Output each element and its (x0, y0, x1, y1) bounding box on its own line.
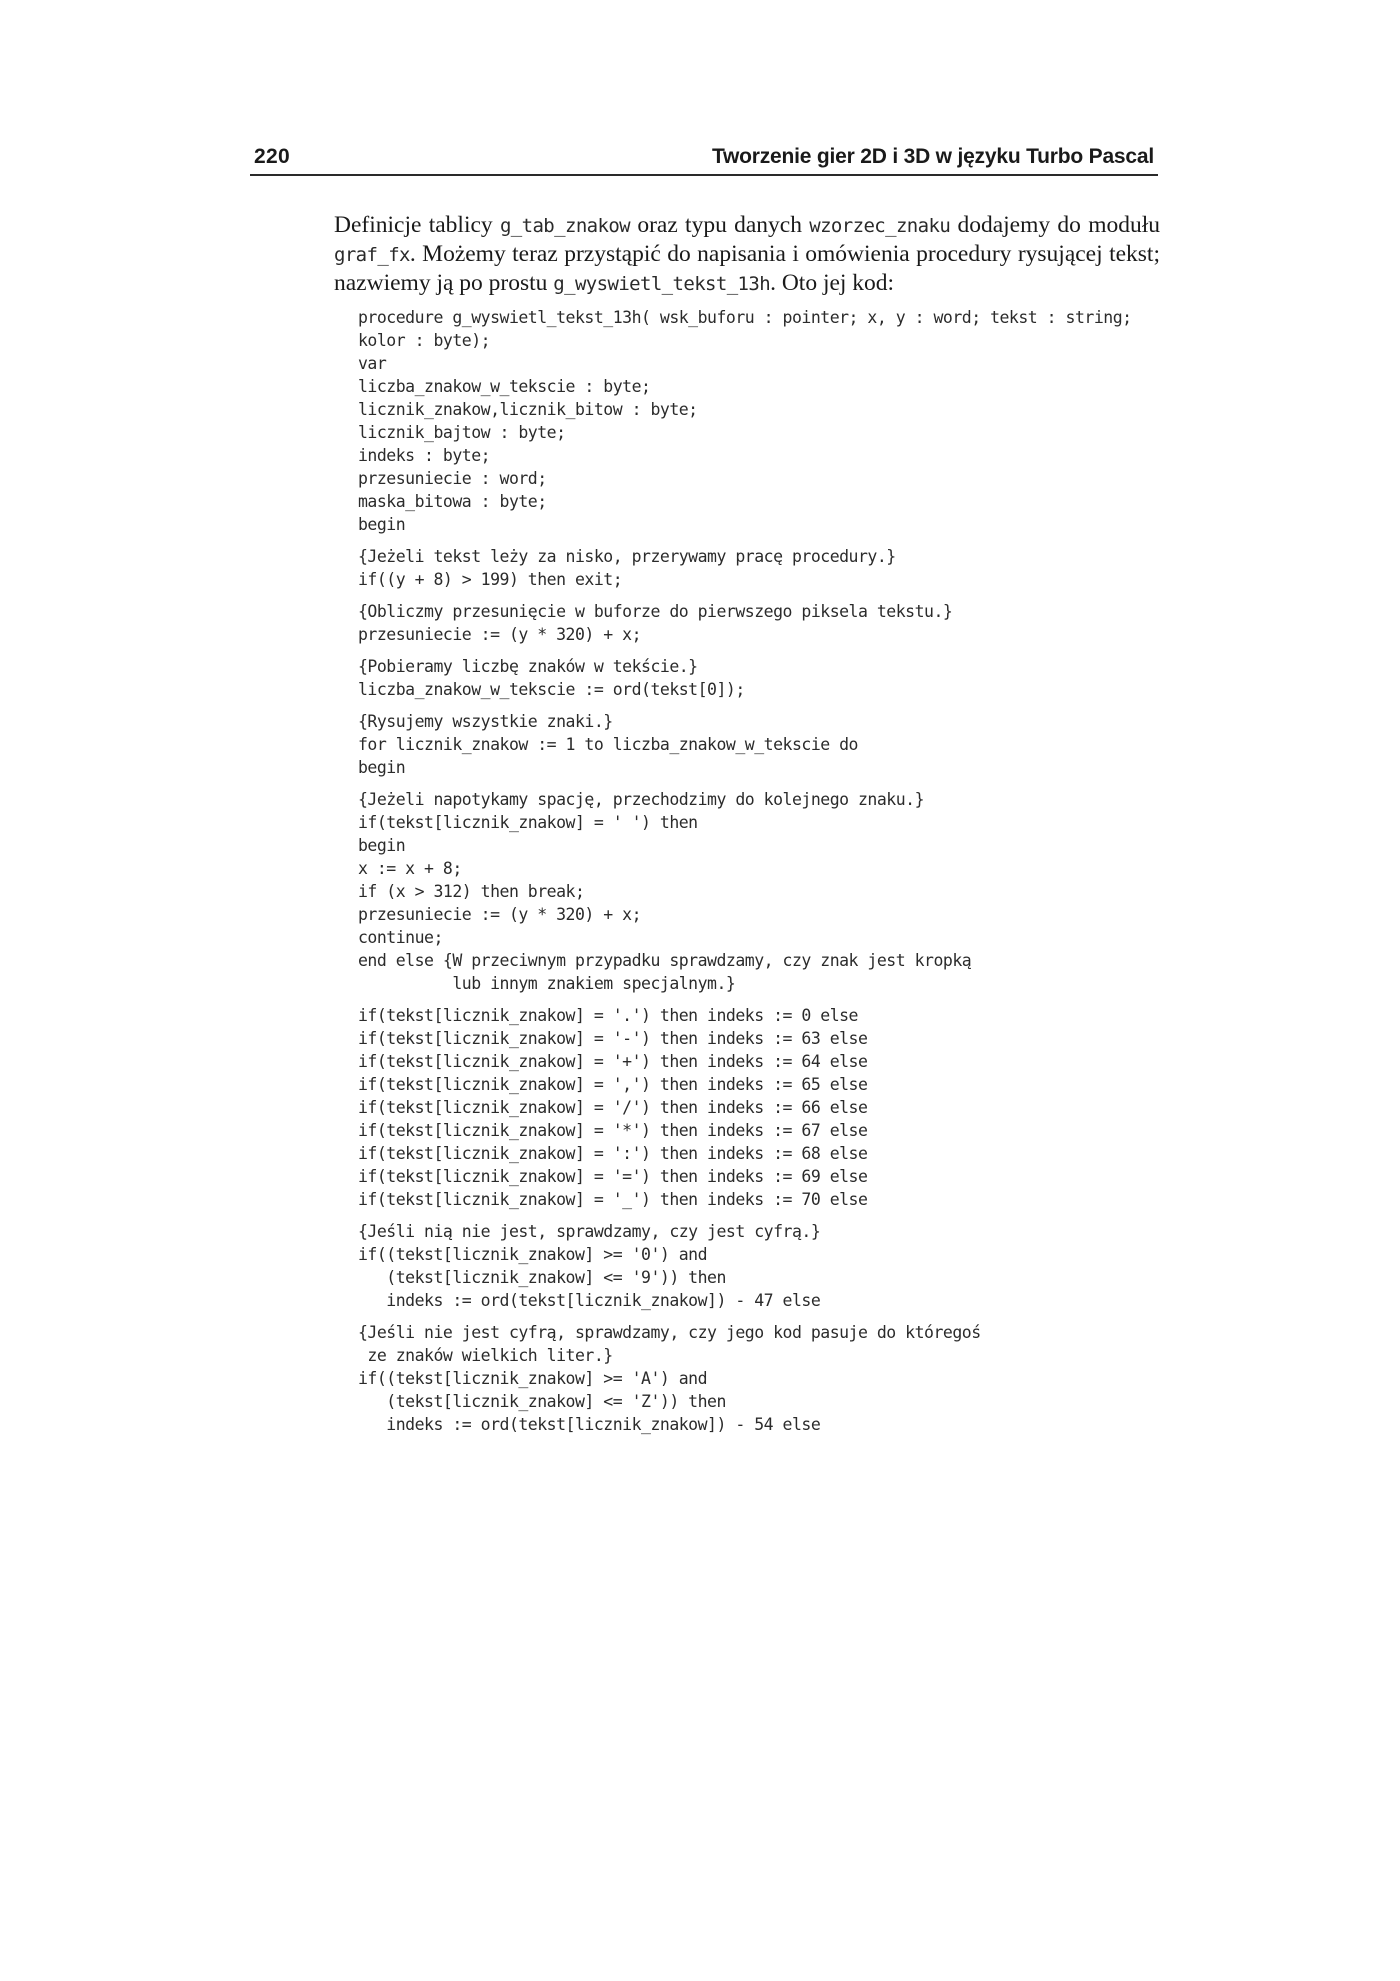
code-line (358, 536, 1158, 545)
intro-text: oraz typu danych (630, 212, 810, 238)
code-line: licznik_bajtow : byte; (358, 423, 566, 442)
code-line: for licznik_znakow := 1 to liczba_znakow_w_tekscie do (358, 735, 858, 754)
code-line: {Jeśli nie jest cyfrą, sprawdzamy, czy jego kod pasuje do któregoś (358, 1323, 981, 1342)
code-line: {Jeśli nią nie jest, sprawdzamy, czy jest cyfrą.} (358, 1222, 821, 1241)
code-line: {Jeżeli napotykamy spację, przechodzimy do kolejnego znaku.} (358, 790, 925, 809)
code-line: begin (358, 836, 406, 855)
code-line: end else {W przeciwnym przypadku sprawdzamy, czy znak jest kropką (358, 951, 972, 970)
inline-code: g_wyswietl_tekst_13h (553, 273, 771, 295)
code-line: begin (358, 758, 406, 777)
code-line: kolor : byte); (358, 331, 491, 350)
code-line (358, 591, 1158, 600)
code-line: begin (358, 515, 406, 534)
intro-text: . Możemy teraz przystąpić do napisania i omówienia procedury rysującej tekst; nazwiemy ją po prostu (334, 241, 1160, 296)
code-line: liczba_znakow_w_tekscie : byte; (358, 377, 651, 396)
code-line: if (x > 312) then break; (358, 882, 585, 901)
code-line: {Jeżeli tekst leży za nisko, przerywamy pracę procedury.} (358, 547, 896, 566)
code-line: if(tekst[licznik_znakow] = '*') then indeks := 67 else (358, 1121, 868, 1140)
code-line (358, 646, 1158, 655)
page-header (250, 144, 1158, 176)
inline-code: g_tab_znakow (499, 215, 631, 237)
inline-code: wzorzec_znaku (809, 215, 951, 237)
running-title: Tworzenie gier 2D i 3D w języku Turbo Pascal (711, 145, 1154, 168)
code-line (358, 1211, 1158, 1220)
code-line: if((y + 8) > 199) then exit; (358, 570, 623, 589)
intro-paragraph (334, 211, 1160, 298)
code-line: if(tekst[licznik_znakow] = ':') then indeks := 68 else (358, 1144, 868, 1163)
code-line (358, 995, 1158, 1004)
code-line: indeks := ord(tekst[licznik_znakow]) - 47 else (358, 1291, 821, 1310)
code-line: indeks := ord(tekst[licznik_znakow]) - 54 else (358, 1415, 821, 1434)
code-line: if((tekst[licznik_znakow] >= '0') and (358, 1245, 708, 1264)
code-line: maska_bitowa : byte; (358, 492, 547, 511)
code-line: if((tekst[licznik_znakow] >= 'A') and (358, 1369, 708, 1388)
code-line: lub innym znakiem specjalnym.} (358, 974, 736, 993)
code-line: {Rysujemy wszystkie znaki.} (358, 712, 613, 731)
code-line: var (358, 354, 387, 373)
code-line: {Pobieramy liczbę znaków w tekście.} (358, 657, 698, 676)
intro-text: Definicje tablicy (334, 212, 500, 238)
code-line: przesuniecie : word; (358, 469, 547, 488)
code-line: if(tekst[licznik_znakow] = ' ') then (358, 813, 698, 832)
intro-text: dodajemy do modułu (950, 212, 1161, 238)
intro-text: . Oto jej kod: (770, 270, 895, 296)
code-line: x := x + 8; (358, 859, 462, 878)
code-line: continue; (358, 928, 443, 947)
code-line: if(tekst[licznik_znakow] = '=') then indeks := 69 else (358, 1167, 868, 1186)
code-line: if(tekst[licznik_znakow] = ',') then indeks := 65 else (358, 1075, 868, 1094)
inline-code: graf_fx (334, 244, 410, 266)
code-line: if(tekst[licznik_znakow] = '.') then indeks := 0 else (358, 1006, 858, 1025)
code-line: (tekst[licznik_znakow] <= 'Z')) then (358, 1392, 726, 1411)
code-line: liczba_znakow_w_tekscie := ord(tekst[0]); (358, 680, 745, 699)
code-line: if(tekst[licznik_znakow] = '-') then indeks := 63 else (358, 1029, 868, 1048)
code-line: if(tekst[licznik_znakow] = '+') then indeks := 64 else (358, 1052, 868, 1071)
code-line: if(tekst[licznik_znakow] = '_') then indeks := 70 else (358, 1190, 868, 1209)
code-line: if(tekst[licznik_znakow] = '/') then indeks := 66 else (358, 1098, 868, 1117)
code-line: procedure g_wyswietl_tekst_13h( wsk_buforu : pointer; x, y : word; tekst : string; (358, 308, 1132, 327)
page-number: 220 (254, 145, 290, 168)
code-line: (tekst[licznik_znakow] <= '9')) then (358, 1268, 726, 1287)
code-line: indeks : byte; (358, 446, 491, 465)
code-listing (358, 306, 1158, 1436)
code-line: przesuniecie := (y * 320) + x; (358, 625, 642, 644)
code-line: {Obliczmy przesunięcie w buforze do pierwszego piksela tekstu.} (358, 602, 953, 621)
code-line (358, 701, 1158, 710)
code-line (358, 779, 1158, 788)
code-line: przesuniecie := (y * 320) + x; (358, 905, 642, 924)
code-line (358, 1312, 1158, 1321)
code-line: ze znaków wielkich liter.} (358, 1346, 613, 1365)
code-line: licznik_znakow,licznik_bitow : byte; (358, 400, 698, 419)
